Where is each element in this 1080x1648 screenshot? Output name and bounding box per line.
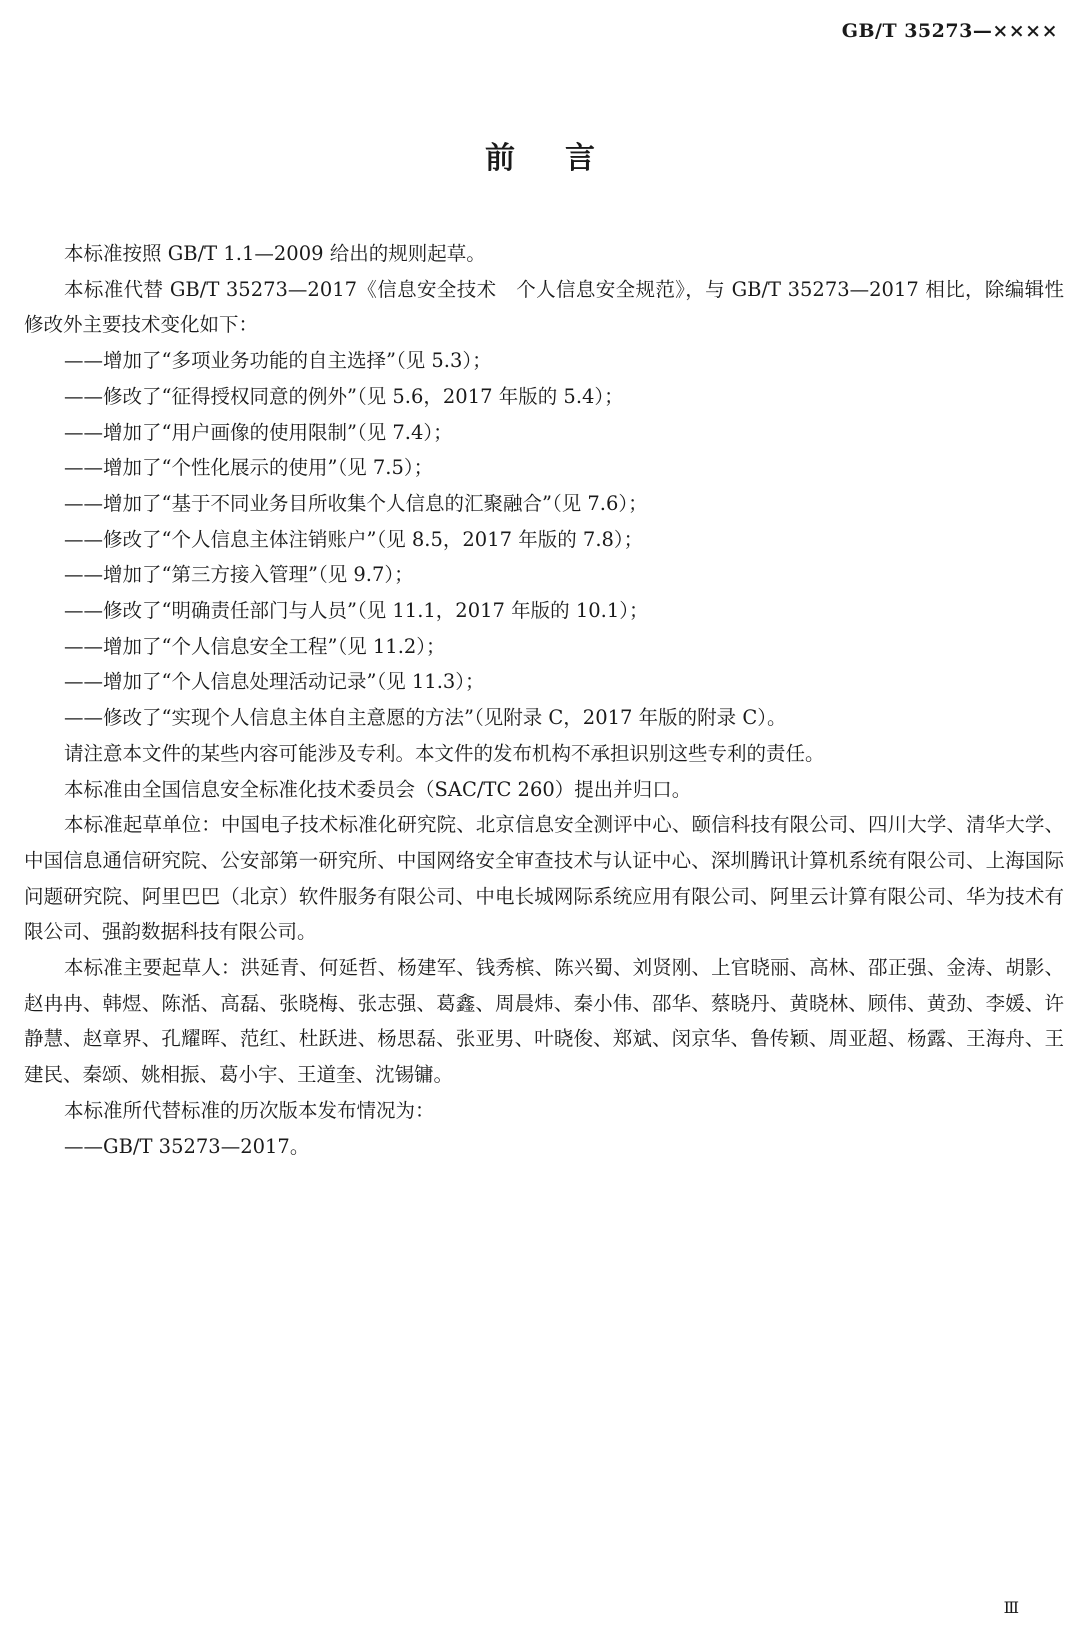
list-item-change: ——修改了“个人信息主体注销账户”（见 8.5，2017 年版的 7.8）； — [64, 527, 644, 551]
list-item-change: ——增加了“用户画像的使用限制”（见 7.4）； — [64, 420, 453, 444]
paragraph-patent-notice: 请注意本文件的某些内容可能涉及专利。本文件的发布机构不承担识别这些专利的责任。 — [64, 741, 825, 765]
list-item-change: ——增加了“第三方接入管理”（见 9.7）； — [64, 563, 414, 587]
paragraph-drafters: 本标准主要起草人：洪延青、何延哲、杨建军、钱秀槟、陈兴蜀、刘贤刚、上官晓丽、高林、邵正强、金涛、胡影、赵冉冉、韩煜、陈湉、高磊、张晓梅、张志强、葛鑫、周晨炜、秦小伟、邵华、蔡晓丹、黄晓林、顾伟、黄劲、李媛、许静慧、赵章界、孔耀晖、范红、杜跃进、杨思磊、张亚男、叶晓俊、郑斌、闵京华、鲁传颖、周亚超、杨露、王海舟、王建民、秦颂、姚相振、葛小宇、王道奎、沈锡镛。 — [24, 956, 1064, 1087]
page-number: Ⅲ — [1003, 1598, 1018, 1617]
standard-code: GB/T 35273—×××× — [841, 20, 1058, 42]
list-item-change: ——增加了“个性化展示的使用”（见 7.5）； — [64, 456, 434, 480]
list-item-change: ——增加了“个人信息处理活动记录”（见 11.3）； — [64, 670, 485, 694]
paragraph-replacement: 本标准代替 GB/T 35273—2017《信息安全技术 个人信息安全规范》，与 GB/T 35273—2017 相比，除编辑性修改外主要技术变化如下： — [24, 277, 1064, 337]
paragraph-drafting-units: 本标准起草单位：中国电子技术标准化研究院、北京信息安全测评中心、颐信科技有限公司、四川大学、清华大学、中国信息通信研究院、公安部第一研究所、中国网络安全审查技术与认证中心、深圳腾讯计算机系统有限公司、上海国际问题研究院、阿里巴巴（北京）软件服务有限公司、中电长城网际系统应用有限公司、阿里云计算有限公司、华为技术有限公司、强韵数据科技有限公司。 — [24, 813, 1064, 944]
list-item-change: ——修改了“征得授权同意的例外”（见 5.6，2017 年版的 5.4）； — [64, 384, 624, 408]
paragraph-history-intro: 本标准所代替标准的历次版本发布情况为： — [64, 1098, 435, 1122]
list-item-history: ——GB/T 35273—2017。 — [64, 1134, 310, 1158]
paragraph-proposer: 本标准由全国信息安全标准化技术委员会（SAC/TC 260）提出并归口。 — [64, 777, 692, 801]
list-item-change: ——增加了“多项业务功能的自主选择”（见 5.3）； — [64, 349, 492, 373]
paragraph-drafting-rules: 本标准按照 GB/T 1.1—2009 给出的规则起草。 — [64, 242, 486, 265]
list-item-change: ——修改了“实现个人信息主体自主意愿的方法”（见附录 C，2017 年版的附录 C）。 — [64, 706, 787, 730]
list-item-change: ——增加了“基于不同业务目所收集个人信息的汇聚融合”（见 7.6）； — [64, 491, 648, 515]
list-item-change: ——增加了“个人信息安全工程”（见 11.2）； — [64, 634, 446, 658]
document-body — [24, 236, 1064, 1164]
list-item-change: ——修改了“明确责任部门与人员”（见 11.1，2017 年版的 10.1）； — [64, 599, 649, 623]
page-title: 前言 — [485, 141, 645, 176]
